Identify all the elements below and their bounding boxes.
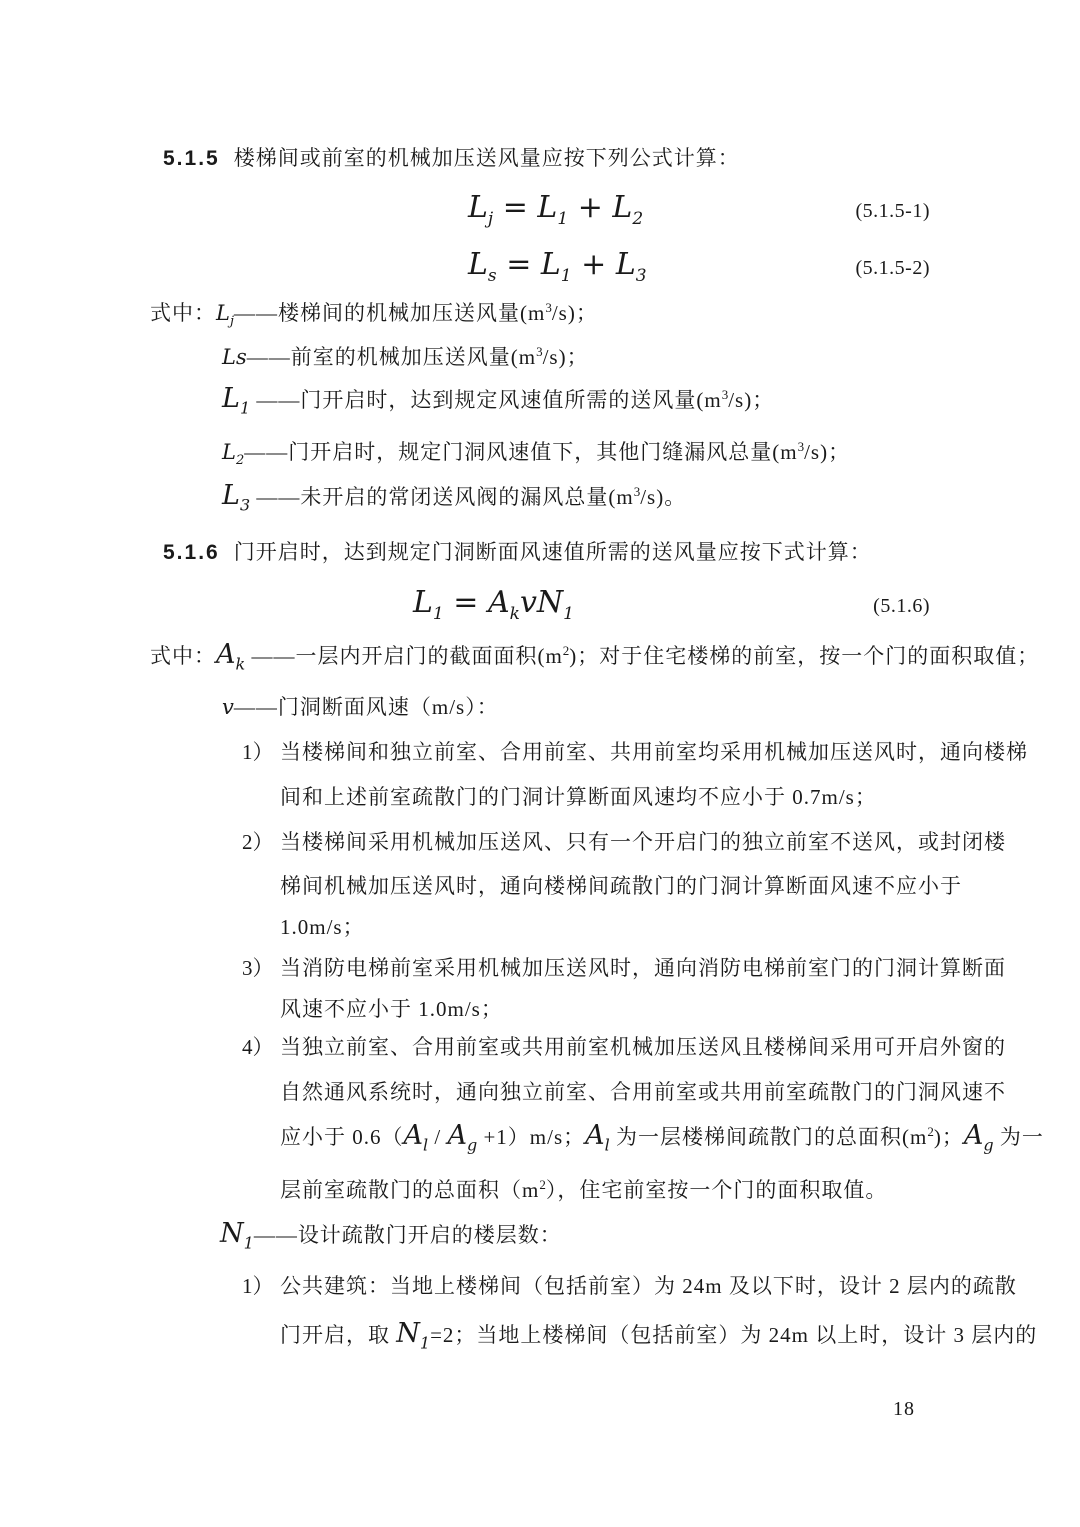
- variable-subscript: j: [487, 209, 494, 229]
- equation-label: (5.1.5-1): [855, 200, 930, 222]
- list-item: [242, 737, 1028, 767]
- variable-subscript: 1: [243, 1233, 254, 1253]
- variable: $A_l$: [403, 1120, 429, 1155]
- variable-subscript: 1: [432, 604, 444, 624]
- superscript: 2: [539, 1177, 546, 1192]
- text-run: /: [428, 1125, 448, 1149]
- equation-operator: +: [568, 190, 613, 225]
- text-run: 当消防电梯前室采用机械加压送风时，通向消防电梯前室门的门洞计算断面: [280, 956, 1006, 980]
- text-run: 自然通风系统时，通向独立前室、合用前室或共用前室疏散门的门洞风速不: [280, 1080, 1006, 1104]
- list-item: [242, 1271, 1017, 1301]
- definition-lead-line: [150, 639, 1040, 674]
- equation-row: [0, 190, 1080, 234]
- equation-variable: $A_k$: [487, 585, 520, 624]
- text-run: 楼梯间或前室的机械加压送风量应按下列公式计算：: [233, 146, 740, 170]
- variable-subscript: s: [487, 266, 497, 286]
- text-run: 层前室疏散门的总面积（m: [280, 1178, 540, 1202]
- section-heading: [163, 143, 740, 174]
- equation-row: [0, 585, 1080, 629]
- section-number: 5.1.5: [163, 147, 220, 170]
- variable: $A_l$: [585, 1120, 610, 1155]
- text-run: ——门洞断面风速（m/s）：: [233, 695, 499, 719]
- text-run: ），住宅前室按一个门的面积取值。: [545, 1178, 888, 1202]
- superscript: 3: [721, 387, 729, 402]
- equation-variable: $L_1$: [540, 247, 572, 286]
- variable-subscript: 3: [635, 266, 647, 286]
- variable: $A_k$: [216, 639, 246, 674]
- text-run: 公共建筑：当地上楼梯间（包括前室）为 24m 及以下时，设计 2 层内的疏散: [280, 1274, 1017, 1298]
- text-run: 间和上述前室疏散门的门洞计算断面风速均不应小于 0.7m/s；: [280, 785, 877, 809]
- definition-lead-line: [150, 298, 598, 328]
- equation-variable: $L_1$: [413, 585, 444, 624]
- superscript: 2: [927, 1124, 934, 1139]
- variable-subscript: l: [423, 1135, 429, 1155]
- variable-subscript: 1: [560, 266, 572, 286]
- text-run: ——一层内开启门的截面面积(m: [245, 644, 563, 668]
- equation-operator: =: [443, 585, 488, 620]
- superscript: 3: [545, 300, 552, 315]
- equation-operator: +: [571, 247, 616, 282]
- equation: [413, 585, 574, 624]
- definition-line: [222, 692, 499, 722]
- list-item-continuation: [280, 871, 962, 901]
- variable: v: [222, 695, 234, 719]
- variable-subscript: l: [604, 1135, 610, 1155]
- variable-subscript: 1: [563, 604, 574, 624]
- equation-label: (5.1.5-2): [855, 257, 930, 279]
- text-run: /s)；: [551, 301, 598, 325]
- text-run: )；: [933, 1125, 964, 1149]
- list-item-number: 3）: [242, 956, 274, 980]
- variable-subscript: k: [509, 604, 520, 624]
- definition-line: [222, 437, 850, 467]
- equation-variable: $L_1$: [537, 190, 569, 229]
- superscript: 2: [562, 643, 570, 658]
- variable-subscript: g: [983, 1135, 994, 1155]
- equation-operator: =: [493, 190, 538, 225]
- text-run: /s)；: [804, 440, 851, 464]
- text-run: ——楼梯间的机械加压送风量(m: [233, 301, 546, 325]
- list-item-number: 4）: [242, 1035, 274, 1059]
- equation-variable: $L_2$: [612, 190, 644, 229]
- list-item-continuation: [280, 994, 503, 1024]
- variable: $L_j$: [216, 301, 234, 330]
- list-item-continuation: [280, 1318, 1038, 1353]
- text-run: 门开启，取: [280, 1323, 397, 1347]
- list-item: [242, 953, 1006, 983]
- text-run: 应小于 0.6（: [280, 1125, 404, 1149]
- equation-operator: =: [496, 247, 541, 282]
- variable-subscript: 1: [239, 398, 251, 418]
- definition-line: [222, 383, 775, 418]
- equation-variable: v: [519, 585, 537, 620]
- equation: [468, 247, 647, 286]
- list-item: [242, 1032, 1006, 1062]
- variable: $N_1$: [220, 1218, 254, 1253]
- equation-variable: $N_1$: [536, 585, 574, 624]
- page-number: 18: [893, 1398, 915, 1420]
- text-run: 门开启时，达到规定门洞断面风速值所需的送风量应按下式计算：: [233, 540, 872, 564]
- text-run: )；对于住宅楼梯的前室，按一个门的面积取值；: [569, 644, 1040, 668]
- text-run: 当楼梯间和独立前室、合用前室、共用前室均采用机械加压送风时，通向楼梯: [280, 740, 1028, 764]
- text-run: 当独立前室、合用前室或共用前室机械加压送风且楼梯间采用可开启外窗的: [280, 1035, 1006, 1059]
- text-run: 当楼梯间采用机械加压送风、只有一个开启门的独立前室不送风，或封闭楼: [280, 830, 1006, 854]
- text-run: ——前室的机械加压送风量(m: [246, 345, 537, 369]
- equation-row: [0, 247, 1080, 291]
- list-item-number: 1）: [242, 1274, 274, 1298]
- text-run: 式中：: [150, 301, 216, 325]
- variable-subscript: k: [235, 654, 246, 674]
- section-heading: [163, 537, 872, 568]
- superscript: 3: [633, 484, 641, 499]
- variable-subscript: 2: [235, 453, 245, 469]
- text-run: 梯间机械加压送风时，通向楼梯间疏散门的门洞计算断面风速不应小于: [280, 874, 962, 898]
- text-run: 为一: [993, 1125, 1044, 1149]
- list-item-continuation: [280, 1175, 887, 1205]
- text-run: ——门开启时，规定门洞风速值下，其他门缝漏风总量(m: [244, 440, 798, 464]
- equation: [468, 190, 644, 229]
- variable: $L_3$: [222, 480, 251, 515]
- superscript: 3: [797, 439, 805, 454]
- list-item-number: 1）: [242, 740, 274, 764]
- list-item-continuation: [280, 1077, 1006, 1107]
- text-run: ——未开启的常闭送风阀的漏风总量(m: [250, 485, 634, 509]
- list-item-continuation: [280, 782, 877, 812]
- variable: $A_g$: [447, 1120, 478, 1155]
- definition-line: [220, 1218, 562, 1253]
- equation-label: (5.1.6): [873, 595, 930, 617]
- equation-variable: $L_s$: [468, 247, 497, 286]
- variable-subscript: 1: [419, 1333, 431, 1353]
- variable-subscript: 3: [239, 495, 251, 515]
- section-number: 5.1.6: [163, 541, 220, 564]
- variable-subscript: j: [229, 314, 234, 330]
- text-run: 为一层楼梯间疏散门的总面积(m: [609, 1125, 928, 1149]
- text-run: +1）m/s；: [477, 1125, 586, 1149]
- variable-subscript: g: [466, 1135, 478, 1155]
- variable: $L_2$: [222, 440, 245, 469]
- variable: $A_g$: [963, 1120, 994, 1155]
- definition-line: [222, 480, 687, 515]
- variable-subscript: 1: [557, 209, 569, 229]
- equation-variable: $L_3$: [615, 247, 647, 286]
- text-run: /s)；: [728, 388, 775, 412]
- superscript: 3: [536, 344, 543, 359]
- text-run: ——门开启时，达到规定风速值所需的送风量(m: [250, 388, 722, 412]
- text-run: /s)；: [542, 345, 589, 369]
- variable: $N_1$: [396, 1318, 431, 1353]
- equation-variable: $L_j$: [468, 190, 494, 229]
- text-run: 式中：: [150, 644, 216, 668]
- text-run: 1.0m/s；: [280, 915, 365, 939]
- text-run: ——设计疏散门开启的楼层数：: [253, 1223, 562, 1247]
- list-item-continuation: [280, 912, 365, 942]
- text-run: /s)。: [640, 485, 687, 509]
- variable-subscript: 2: [632, 209, 644, 229]
- text-run: 风速不应小于 1.0m/s；: [280, 997, 503, 1021]
- list-item-continuation: [280, 1120, 1044, 1155]
- definition-line: [222, 342, 589, 372]
- text-run: =2；当地上楼梯间（包括前室）为 24m 以上时，设计 3 层内的: [430, 1323, 1038, 1347]
- variable: $L_1$: [222, 383, 251, 418]
- list-item: [242, 827, 1006, 857]
- variable: Ls: [222, 345, 247, 369]
- list-item-number: 2）: [242, 830, 274, 854]
